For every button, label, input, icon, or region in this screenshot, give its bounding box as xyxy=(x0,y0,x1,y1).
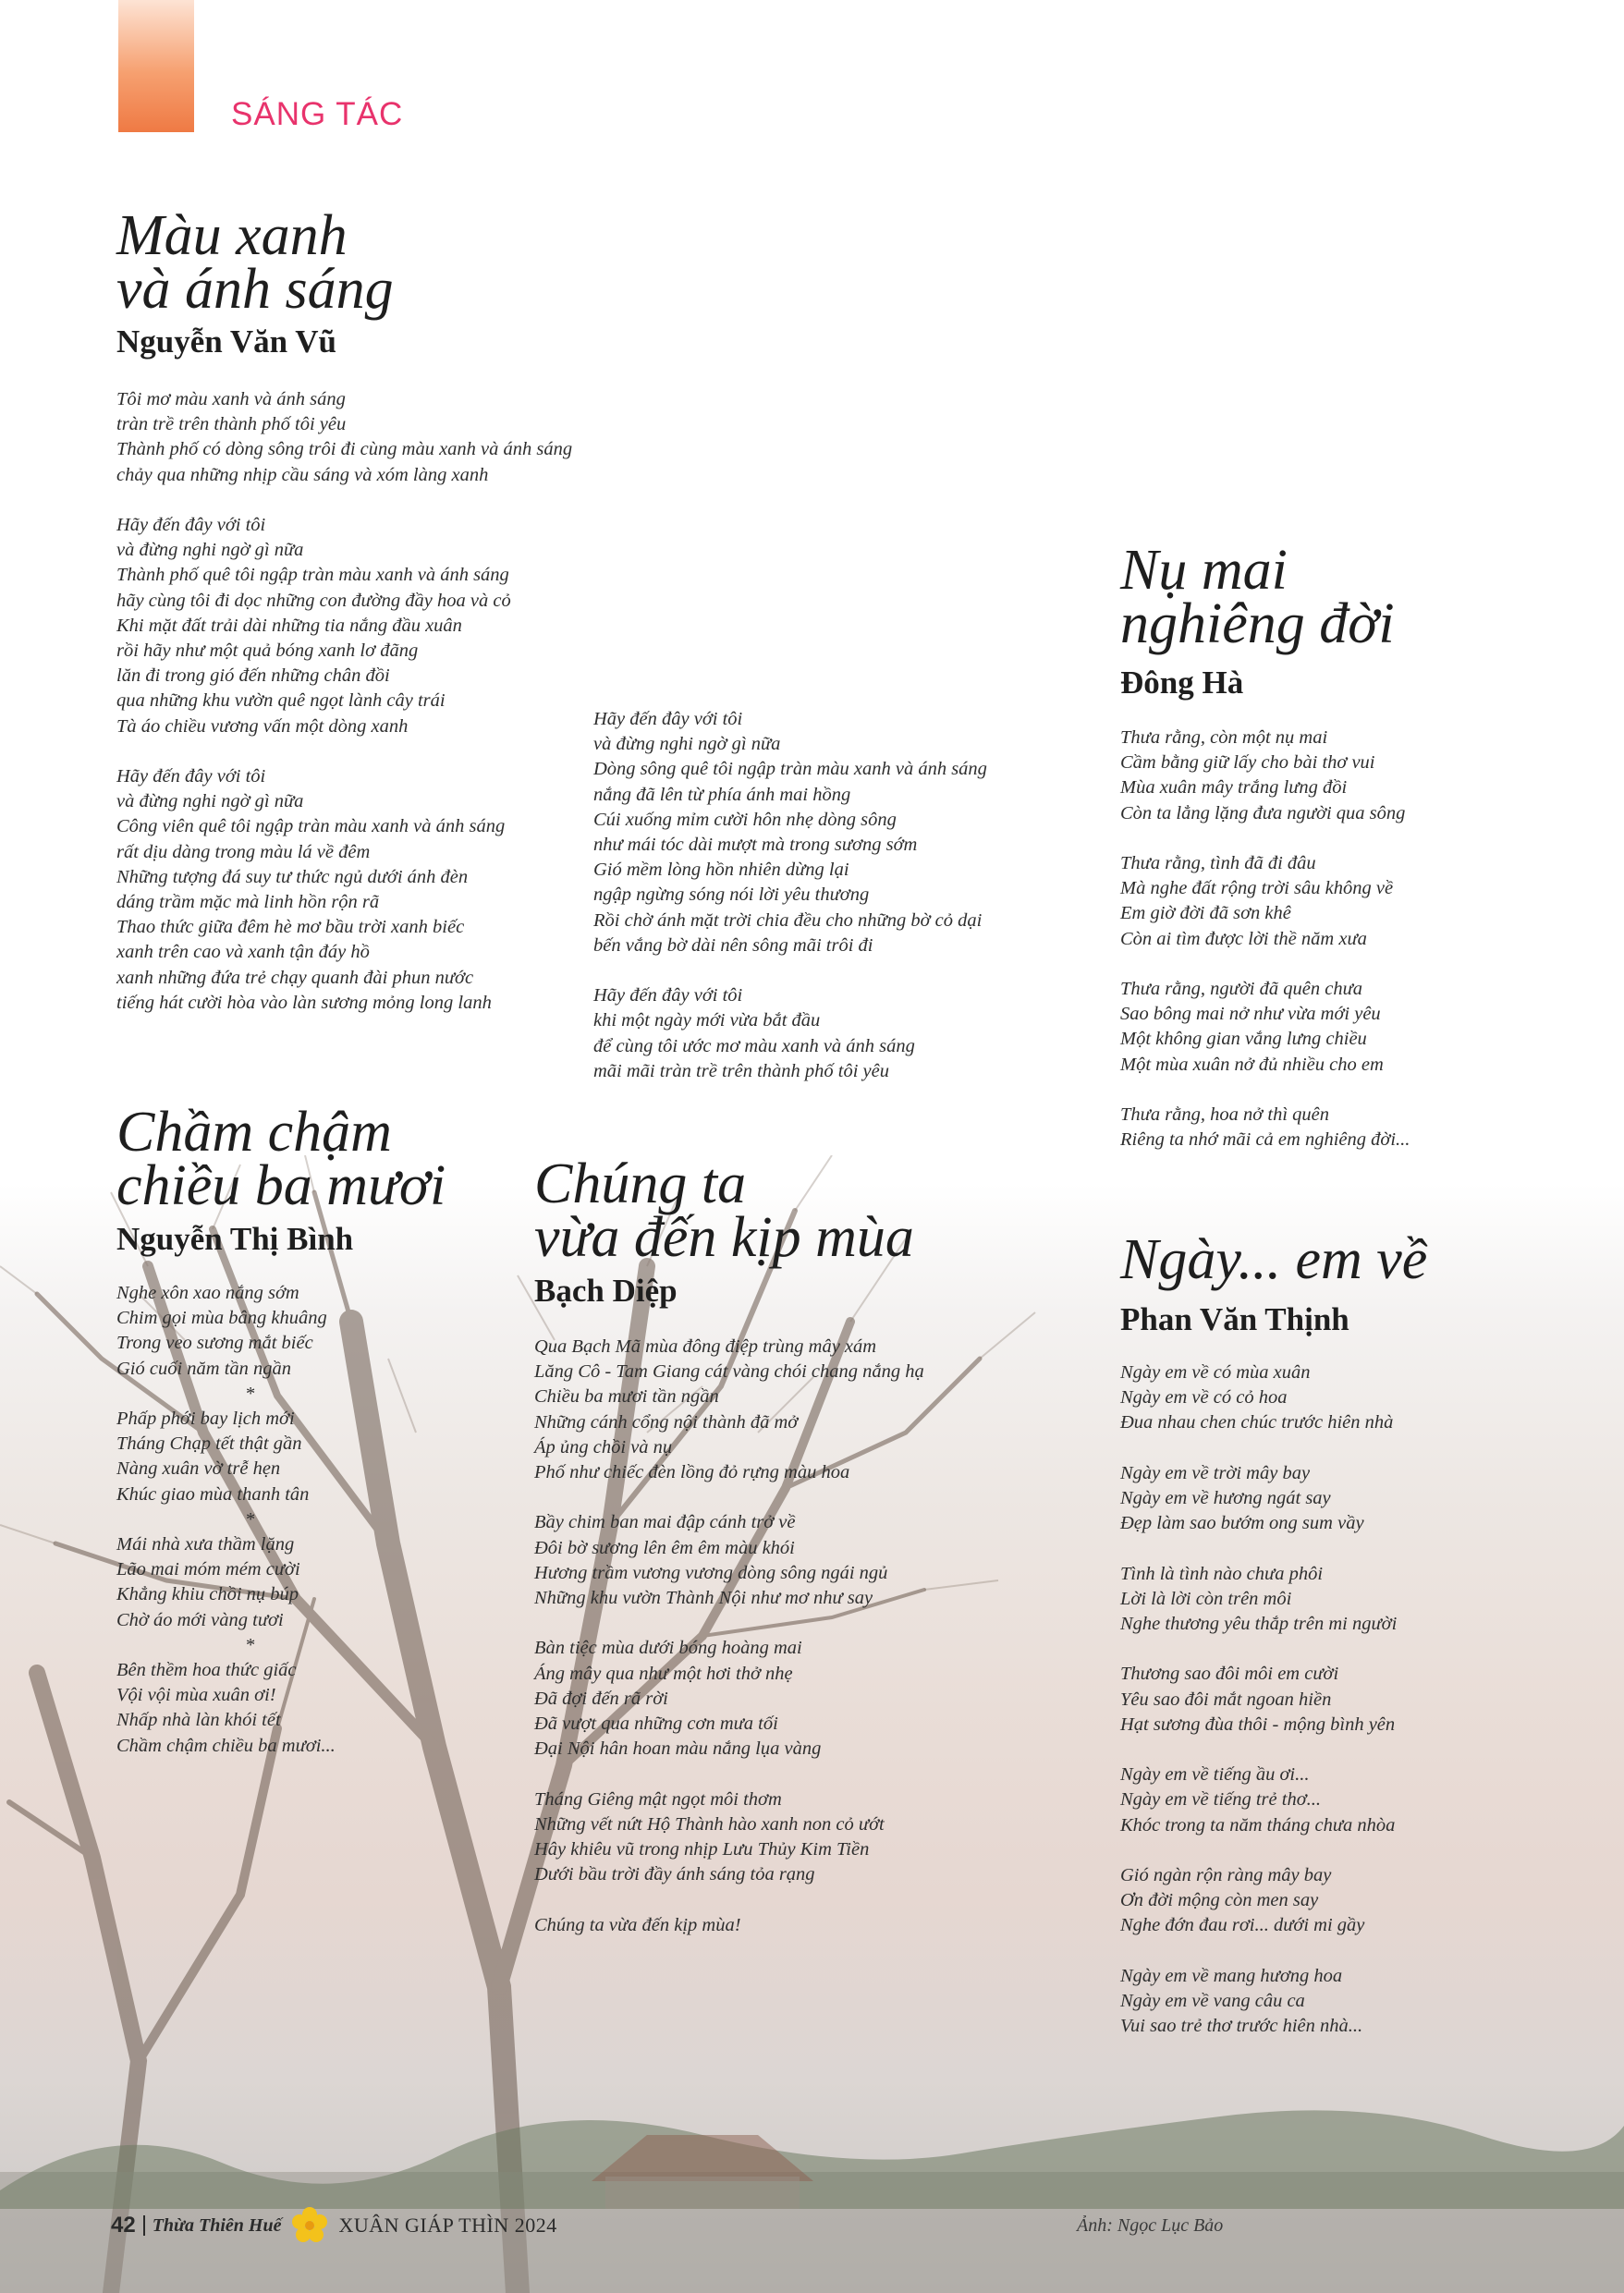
poem-line: Hãy đến đây với tôi xyxy=(116,766,266,787)
stanza xyxy=(1120,1562,1397,1638)
poem-line: Khẳng khiu chồi nụ búp xyxy=(116,1584,299,1605)
poem-line: Em giờ đời đã sơn khê xyxy=(1120,903,1291,924)
poem-line: Hạt sương đùa thôi - mộng bình yên xyxy=(1120,1714,1396,1735)
stanza xyxy=(534,1335,924,1485)
poem-line: dáng trầm mặc mà linh hồn rộn rã xyxy=(116,892,380,913)
poem-line: Ngày em về có cỏ hoa xyxy=(1120,1387,1288,1409)
poem-line: Ngày em về trời mây bay xyxy=(1120,1462,1311,1483)
stanza xyxy=(1120,1461,1397,1537)
stanza xyxy=(116,1532,336,1658)
stanza xyxy=(1120,726,1410,826)
poem-line: Tôi mơ màu xanh và ánh sáng xyxy=(116,389,346,409)
stanza xyxy=(534,1913,924,1938)
poem-line: Chúng ta vừa đến kịp mùa! xyxy=(534,1914,741,1935)
poem-line: bến vắng bờ dài nên sông mãi trôi đi xyxy=(593,934,873,956)
poem-line: Những tượng đá suy tư thức ngủ dưới ánh đèn xyxy=(116,866,469,887)
poem-line: rất dịu dàng trong màu lá về đêm xyxy=(116,841,371,862)
stanza xyxy=(1120,1964,1397,2040)
poem-line: Cúi xuống mỉm cười hôn nhẹ dòng sông xyxy=(593,809,897,830)
poem-line: Phố như chiếc đèn lồng đỏ rựng màu hoa xyxy=(534,1462,850,1483)
poem-line: Khóc trong ta năm tháng chưa nhòa xyxy=(1120,1814,1396,1836)
poem-line: Hãy đến đây với tôi xyxy=(593,985,743,1006)
poem-line: khi một ngày mới vừa bắt đầu xyxy=(593,1010,821,1031)
poem-line: Thưa rằng, người đã quên chưa xyxy=(1120,979,1363,999)
poem-author: Nguyễn Thị Bình xyxy=(116,1221,354,1257)
poem-line: mãi mãi tràn trề trên thành phố tôi yêu xyxy=(593,1060,890,1081)
poem-line: nắng đã lên từ phía ánh mai hồng xyxy=(593,784,851,805)
poem-line: Cầm bằng giữ lấy cho bài thơ vui xyxy=(1120,752,1375,774)
poem-line: Chầm chậm chiều ba mươi... xyxy=(116,1735,336,1756)
poem-line: tiếng hát cười hòa vào làn sương mỏng long lanh xyxy=(116,992,492,1013)
poem-line: Hương trầm vương vương dòng sông ngái ngủ xyxy=(534,1562,888,1583)
poem-line: tràn trề trên thành phố tôi yêu xyxy=(116,414,347,435)
poem-line: Thưa rằng, tình đã đi đâu xyxy=(1120,853,1316,873)
poem-line: Tà áo chiều vương vấn một dòng xanh xyxy=(116,715,409,737)
poem-title xyxy=(1120,539,1395,655)
poem-line: Bên thềm hoa thức giấc xyxy=(116,1660,297,1681)
poem-line: Một không gian vắng lưng chiều xyxy=(1120,1029,1367,1050)
poem-line: Thành phố quê tôi ngập tràn màu xanh và ánh sáng xyxy=(116,565,509,586)
poem-line: Chim gọi mùa bâng khuâng xyxy=(116,1308,327,1329)
poem-title xyxy=(116,204,394,321)
footer-divider xyxy=(143,2215,145,2236)
poem-line: Ngày em về vang câu ca xyxy=(1120,1990,1305,2011)
poem-line: Mà nghe đất rộng trời sâu không về xyxy=(1120,878,1394,899)
poem-line: Nhấp nhà làn khói tết xyxy=(116,1710,281,1731)
poem-line: Nghe đớn đau rơi... dưới mi gầy xyxy=(1120,1915,1365,1936)
poem-title xyxy=(1120,1228,1428,1291)
poem-line: Chiều ba mươi tần ngần xyxy=(534,1386,719,1408)
poem-line: Thương sao đôi môi em cười xyxy=(1120,1664,1339,1685)
poem-line: Lăng Cô - Tam Giang cát vàng chói chang nắng hạ xyxy=(534,1361,924,1383)
poem-line: Đẹp làm sao bướm ong sum vầy xyxy=(1120,1513,1364,1534)
poem-line: qua những khu vườn quê ngọt lành cây trái xyxy=(116,690,446,712)
poem-line: Ngày em về có mùa xuân xyxy=(1120,1362,1311,1383)
poem-line: hãy cùng tôi đi dọc những con đường đầy hoa và cỏ xyxy=(116,590,511,611)
poem-line: Qua Bạch Mã mùa đông điệp trùng mây xám xyxy=(534,1336,877,1357)
stanza xyxy=(1120,1103,1410,1153)
poem-line: Thao thức giữa đêm hè mơ bầu trời xanh biếc xyxy=(116,917,465,938)
title-line: nghiêng đời xyxy=(1120,592,1395,655)
page-footer xyxy=(111,2209,557,2242)
title-line: Ngày... em về xyxy=(1120,1228,1428,1291)
poem-body xyxy=(1120,1360,1397,2039)
poem-line: Nàng xuân vờ trễ hẹn xyxy=(116,1458,281,1480)
stanza-separator: * xyxy=(246,1508,256,1530)
poem-line: Trong veo sương mắt biếc xyxy=(116,1333,313,1354)
poem-body xyxy=(534,1335,924,1938)
poem-line: Gió cuối năm tần ngần xyxy=(116,1358,292,1379)
poem-line: Nghe xôn xao nắng sớm xyxy=(116,1283,299,1303)
stanza xyxy=(534,1636,924,1762)
poem-line: Đôi bờ sương lên êm êm màu khói xyxy=(534,1537,795,1558)
poem-line: lăn đi trong gió đến những chân đồi xyxy=(116,665,390,687)
stanza xyxy=(1120,1762,1397,1838)
poem-body xyxy=(116,1281,336,1759)
poem-line: Gió mềm lòng hồn nhiên dừng lại xyxy=(593,860,849,881)
poem-author: Đông Hà xyxy=(1120,665,1244,701)
stanza xyxy=(1120,851,1410,952)
poem-line: Còn ai tìm được lời thề năm xưa xyxy=(1120,928,1367,949)
poem-line: Nghe thương yêu thắp trên mi người xyxy=(1120,1614,1398,1634)
poem-line: Tháng Giêng mật ngọt môi thơm xyxy=(534,1788,782,1810)
poem-body-continued xyxy=(593,707,987,1084)
title-line: và ánh sáng xyxy=(116,258,394,321)
poem-line: Chờ áo mới vàng tươi xyxy=(116,1609,284,1630)
poem-line: Yêu sao đôi mắt ngoan hiền xyxy=(1120,1689,1332,1710)
poem-line: Những khu vườn Thành Nội như mơ như say xyxy=(534,1588,873,1609)
photo-credit: Ảnh: Ngọc Lục Bảo xyxy=(1077,2215,1224,2236)
poem-line: Mùa xuân mây trắng lưng đồi xyxy=(1120,777,1348,799)
poem-line: Áng mây qua như một hơi thở nhẹ xyxy=(534,1663,793,1684)
poem-line: Thưa rằng, còn một nụ mai xyxy=(1120,727,1328,748)
stanza xyxy=(1120,977,1410,1078)
poem-line: Vui sao trẻ thơ trước hiên nhà... xyxy=(1120,2016,1363,2037)
stanza xyxy=(116,387,572,488)
poem-line: Bầy chim ban mai đập cánh trở về xyxy=(534,1512,796,1533)
poem-title xyxy=(534,1153,914,1269)
poem-line: Gió ngàn rộn ràng mây bay xyxy=(1120,1864,1332,1885)
poem-line: Ơn đời mộng còn men say xyxy=(1120,1890,1319,1911)
poem-line: và đừng nghi ngờ gì nữa xyxy=(116,540,304,561)
poem-line: Vội vội mùa xuân ơi! xyxy=(116,1685,276,1706)
apricot-flower-icon xyxy=(288,2204,331,2247)
stanza-separator: * xyxy=(246,1634,256,1655)
issue-label: XUÂN GIÁP THÌN 2024 xyxy=(338,2214,557,2237)
stanza xyxy=(534,1787,924,1888)
stanza xyxy=(116,1658,336,1759)
poem-line: Hây khiêu vũ trong nhịp Lưu Thủy Kim Tiền xyxy=(534,1839,870,1860)
poem-line: Tháng Chạp tết thật gần xyxy=(116,1433,302,1455)
title-line: Màu xanh xyxy=(116,204,348,267)
stanza xyxy=(1120,1863,1397,1939)
poem-line: Còn ta lẳng lặng đưa người qua sông xyxy=(1120,802,1406,823)
poem-line: xanh những đứa trẻ chạy quanh đài phun nước xyxy=(116,967,474,988)
poem-line: Rồi chờ ánh mặt trời chia đều cho những bờ cỏ dại xyxy=(593,909,983,931)
stanza xyxy=(116,764,572,1016)
page-number: 42 xyxy=(111,2213,136,2238)
poem-line: Hãy đến đây với tôi xyxy=(116,515,266,535)
stanza xyxy=(1120,1662,1397,1738)
poem-line: như mái tóc dài mượt mà trong sương sớm xyxy=(593,835,918,856)
poem-line: Những cánh cổng nội thành đã mở xyxy=(534,1411,799,1433)
poem-line: Phấp phới bay lịch mới xyxy=(116,1409,295,1430)
stanza xyxy=(116,1407,336,1532)
poem-author: Bạch Diệp xyxy=(534,1273,678,1309)
section-label: SÁNG TÁC xyxy=(231,96,404,132)
poem-line: Đại Nội hân hoan màu nắng lụa vàng xyxy=(534,1738,822,1760)
stanza xyxy=(593,983,987,1084)
poem-line: Ngày em về tiếng ầu ơi... xyxy=(1120,1764,1310,1786)
poem-line: Dòng sông quê tôi ngập tràn màu xanh và ánh sáng xyxy=(593,759,987,780)
section-accent-bar xyxy=(118,0,194,132)
poem-line: Ngày em về hương ngát say xyxy=(1120,1488,1331,1508)
poem-line: Tình là tình nào chưa phôi xyxy=(1120,1563,1324,1584)
poem-line: Riêng ta nhớ mãi cả em nghiêng đời... xyxy=(1120,1129,1410,1151)
title-line: Nụ mai xyxy=(1120,539,1288,602)
poem-line: Sao bông mai nở như vừa mới yêu xyxy=(1120,1004,1381,1025)
poem-line: Đã đợi đến rã rời xyxy=(534,1688,668,1709)
title-line: chiều ba mươi xyxy=(116,1154,446,1217)
poem-line: Một mùa xuân nở đủ nhiều cho em xyxy=(1120,1054,1384,1075)
poem-line: Ngày em về mang hương hoa xyxy=(1120,1965,1343,1986)
poem-author: Phan Văn Thịnh xyxy=(1120,1301,1349,1337)
poem-line: Mái nhà xưa thầm lặng xyxy=(116,1534,295,1555)
poem-line: Hãy đến đây với tôi xyxy=(593,709,743,729)
poem-line: Đã vượt qua những cơn mưa tối xyxy=(534,1714,778,1735)
poem-line: Ngày em về tiếng trẻ thơ... xyxy=(1120,1789,1322,1811)
title-line: vừa đến kịp mùa xyxy=(534,1206,914,1269)
poem-line: Thưa rằng, hoa nở thì quên xyxy=(1120,1104,1329,1125)
poem-line: ngập ngừng sóng nói lời yêu thương xyxy=(593,884,870,906)
poem-line: và đừng nghi ngờ gì nữa xyxy=(116,791,304,812)
poem-body xyxy=(116,387,572,1016)
poem-title xyxy=(116,1101,446,1217)
magazine-name: Thừa Thiên Huế xyxy=(152,2214,282,2236)
poem-line: chảy qua những nhịp cầu sáng và xóm làng xanh xyxy=(116,464,489,485)
title-line: Chầm chậm xyxy=(116,1101,392,1164)
poem-line: Dưới bầu trời đầy ánh sáng tỏa rạng xyxy=(534,1864,815,1885)
stanza-separator: * xyxy=(246,1383,256,1404)
stanza xyxy=(116,513,572,739)
title-line: Chúng ta xyxy=(534,1153,747,1215)
stanza xyxy=(116,1281,336,1407)
poem-line: Bàn tiệc mùa dưới bóng hoàng mai xyxy=(534,1638,802,1659)
poem-line: Công viên quê tôi ngập tràn màu xanh và ánh sáng xyxy=(116,816,506,837)
poem-line: Khi mặt đất trải dài những tia nắng đầu xuân xyxy=(116,615,462,636)
poem-line: Áp ủng chồi và nụ xyxy=(534,1436,673,1458)
poem-line: Khúc giao mùa thanh tân xyxy=(116,1483,310,1505)
poem-line: Thành phố có dòng sông trôi đi cùng màu xanh và ánh sáng xyxy=(116,439,573,460)
stanza xyxy=(1120,1360,1397,1436)
poem-line: Đua nhau chen chúc trước hiên nhà xyxy=(1120,1412,1394,1433)
poem-line: để cùng tôi ước mơ màu xanh và ánh sáng xyxy=(593,1035,915,1056)
poem-line: Lời là lời còn trên môi xyxy=(1120,1588,1292,1609)
poem-line: và đừng nghi ngờ gì nữa xyxy=(593,734,781,755)
poem-author: Nguyễn Văn Vũ xyxy=(116,323,336,360)
poem-line: Những vết nứt Hộ Thành hào xanh non cỏ ướt xyxy=(534,1813,885,1835)
stanza xyxy=(593,707,987,958)
poem-line: xanh trên cao và xanh tận đáy hồ xyxy=(116,942,370,963)
poem-body xyxy=(1120,726,1410,1153)
poem-line: rồi hãy như một quả bóng xanh lơ đãng xyxy=(116,640,419,662)
stanza xyxy=(534,1510,924,1611)
poem-line: Lão mai móm mém cười xyxy=(116,1559,300,1580)
